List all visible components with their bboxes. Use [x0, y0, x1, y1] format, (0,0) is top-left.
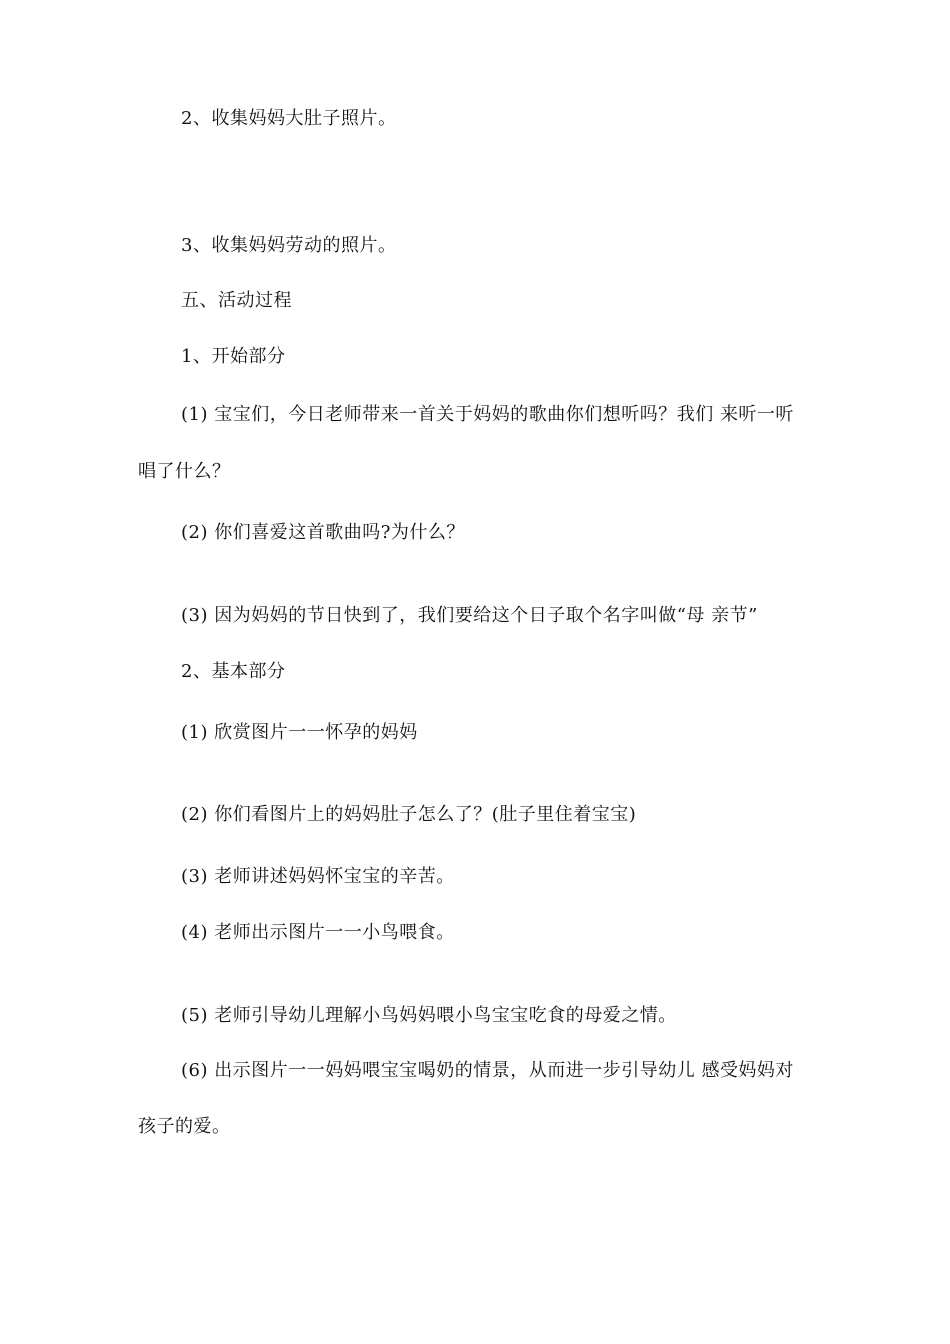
text-line-continuation: 孩子的爱。	[138, 1116, 231, 1137]
subsection-heading: 2、基本部分	[181, 661, 286, 682]
text-line: (3) 老师讲述妈妈怀宝宝的辛苦。	[181, 866, 455, 887]
subsection-heading: 1、开始部分	[181, 346, 286, 367]
section-heading: 五、活动过程	[181, 290, 292, 311]
text-line: (5) 老师引导幼儿理解小鸟妈妈喂小鸟宝宝吃食的母爱之情。	[181, 1005, 677, 1026]
text-line-continuation: 唱了什么？	[138, 461, 231, 482]
text-line: (3) 因为妈妈的节日快到了，我们要给这个日子取个名字叫做“母 亲节”	[181, 605, 758, 626]
text-line: (1) 宝宝们，今日老师带来一首关于妈妈的歌曲你们想听吗？我们 来听一听	[181, 404, 794, 425]
text-line: (2) 你们看图片上的妈妈肚子怎么了？(肚子里住着宝宝)	[181, 804, 637, 825]
text-line: (2) 你们喜爱这首歌曲吗?为什么？	[181, 522, 465, 543]
text-line: (1) 欣赏图片一一怀孕的妈妈	[181, 722, 418, 743]
text-line: (6) 出示图片一一妈妈喂宝宝喝奶的情景，从而进一步引导幼儿 感受妈妈对	[181, 1060, 794, 1081]
text-line: 2、收集妈妈大肚子照片。	[181, 108, 397, 129]
text-line: (4) 老师出示图片一一小鸟喂食。	[181, 922, 455, 943]
text-line: 3、收集妈妈劳动的照片。	[181, 235, 397, 256]
